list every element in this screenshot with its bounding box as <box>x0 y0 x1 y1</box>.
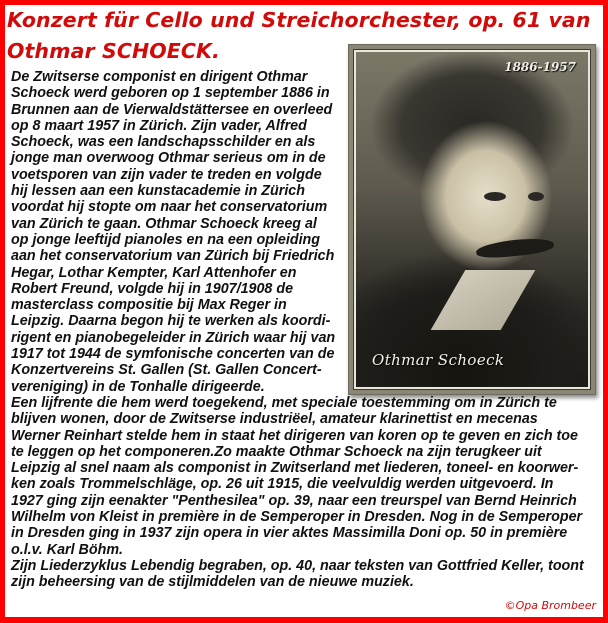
body-line: op jonge leeftijd pianoles en na een opleiding <box>11 231 321 248</box>
body-line: vereniging) in de Tonhalle dirigeerde. <box>11 378 265 395</box>
body-line: in Dresden ging in 1937 zijn opera in vier aktes Massimilla Doni op. 50 in première <box>11 525 568 542</box>
biography-text <box>11 69 603 591</box>
body-line: De Zwitserse componist en dirigent Othmar <box>11 69 308 85</box>
body-line: Zijn Liederzyklus Lebendig begraben, op. 40, naar teksten van Gottfried Keller, toont <box>11 557 584 574</box>
body-line: Een lijfrente die hem werd toegekend, met speciale toestemming om in Zürich te <box>11 394 557 411</box>
body-line: Robert Freund, volgde hij in 1907/1908 de <box>11 280 294 297</box>
body-line: Brunnen aan de Vierwaldstättersee en overleed <box>11 101 333 118</box>
body-line: blijven wonen, door de Zwitserse industriëel, amateur klarinettist en mecenas <box>11 411 538 428</box>
body-line: op 8 maart 1957 in Zürich. Zijn vader, Alfred <box>11 117 307 134</box>
body-line: Schoeck werd geboren op 1 september 1886 in <box>11 85 330 102</box>
body-line: voetsporen van zijn vader te treden en volgde <box>11 166 322 183</box>
body-line: 1927 ging zijn eenakter "Penthesilea" op. 39, naar een treurspel van Bernd Heinrich <box>11 492 577 509</box>
body-line: ken zoals Trommelschläge, op. 26 uit 1915, die veelvuldig werden uitgevoerd. In <box>11 476 554 493</box>
body-line: jonge man overwoog Othmar serieus om in de <box>11 150 326 167</box>
body-line: o.l.v. Karl Böhm. <box>11 541 124 558</box>
portrait-years: 1886-1957 <box>504 60 576 74</box>
body-line: Leipzig. Daarna begon hij te werken als koordi- <box>11 313 331 330</box>
body-line: Schoeck, was een landschapsschilder en als <box>11 134 316 151</box>
body-line: van Zürich te gaan. Othmar Schoeck kreeg al <box>11 215 317 232</box>
title-line-1: Konzert für Cello und Streichorchester, op. 61 van <box>7 8 591 32</box>
body-line: voordat hij stopte om naar het conservatorium <box>11 199 328 216</box>
title-line-2: Othmar SCHOECK. <box>7 39 220 63</box>
body-line: Hegar, Lothar Kempter, Karl Attenhofer en <box>11 264 297 281</box>
body-line: rigent en pianobegeleider in Zürich waar hij van <box>11 329 336 346</box>
body-line: Wilhelm von Kleist in première in de Semperoper in Dresden. Nog in de Semperoper <box>11 509 583 526</box>
body-line: aan het conservatorium van Zürich bij Friedrich <box>11 248 335 265</box>
body-line: Konzertvereins St. Gallen (St. Gallen Concert- <box>11 362 322 379</box>
portrait-caption: Othmar Schoeck <box>372 351 505 369</box>
body-line: masterclass compositie bij Max Reger in <box>11 297 287 314</box>
copyright-signature: ©Opa Brombeer <box>504 599 596 612</box>
body-line: 1917 tot 1944 de symfonische concerten van de <box>11 346 335 363</box>
body-line: hij lessen aan een kunstacademie in Zürich <box>11 183 305 200</box>
body-line: zijn beheersing van de stijlmiddelen van de nieuwe muziek. <box>11 574 414 591</box>
body-line: Leipzig al snel naam als componist in Zwitserland met liederen, toneel- en koorwer- <box>11 460 579 477</box>
body-line: Werner Reinhart stelde hem in staat het dirigeren van koren op te geven en zich toe <box>11 427 578 444</box>
body-line: te leggen op het componeren.Zo maakte Othmar Schoeck na zijn terugkeer uit <box>11 443 542 460</box>
